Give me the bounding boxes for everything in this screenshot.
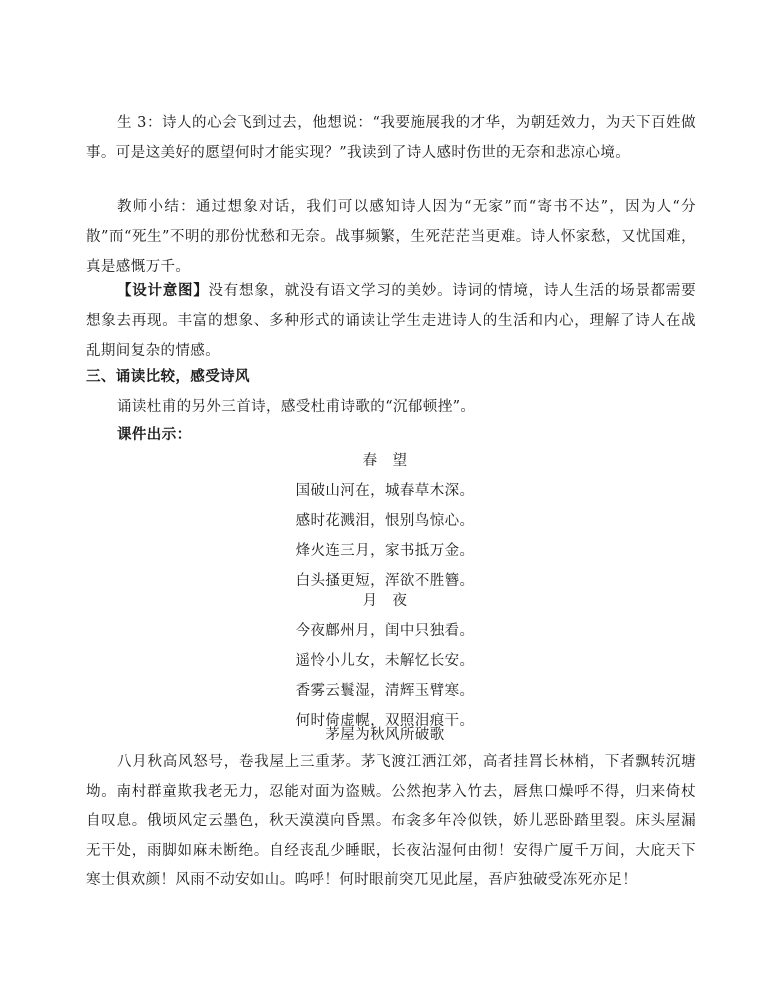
poem-title: 春 望 bbox=[362, 453, 408, 469]
teacher-summary-paragraph: 教师小结：通过想象对话，我们可以感知诗人因为“无家”而“寄书不达”，因为人“分散”而“死生”不明的那份忧愁和无奈。战事频繁，生死茫茫当更难。诗人怀家愁，又忧国难，真是感慨万千。 bbox=[86, 199, 696, 275]
poem-line: 遥怜小儿女，未解忆长安。 bbox=[295, 653, 475, 669]
section-heading: 三、诵读比较，感受诗风 bbox=[86, 368, 250, 385]
student-3-paragraph: 生 3：诗人的心会飞到过去，他想说：“我要施展我的才华，为朝廷效力，为天下百姓做事。可是这美好的愿望何时才能实现？”我读到了诗人感时伤世的无奈和悲凉心境。 bbox=[86, 115, 696, 161]
poem-yueye bbox=[0, 586, 770, 736]
poem-line: 何时倚虚幌，双照泪痕干。 bbox=[295, 713, 475, 729]
poem-line: 香雾云鬟湿，清辉玉臂寒。 bbox=[295, 683, 475, 699]
poem-maowu-text: 八月秋高风怒号，卷我屋上三重茅。茅飞渡江洒江郊，高者挂罥长林梢，下者飘转沉塘坳。南村群童欺我老无力，忍能对面为盗贼。公然抱茅入竹去，唇焦口燥呼不得，归来倚杖自叹息。俄顷风定云墨色，秋天漠漠向昏黑。布衾多年冷似铁，娇儿恶卧踏里裂。床头屋漏无干处，雨脚如麻未断绝。自经丧乱少睡眠，长夜沾湿何由彻！安得广厦千万间，大庇天下寒士俱欢颜！风雨不动安如山。呜呼！何时眼前突兀见此屋，吾庐独破受冻死亦足！ bbox=[86, 754, 696, 888]
poem-title: 月 夜 bbox=[362, 593, 408, 609]
poem-chunwang bbox=[0, 446, 770, 596]
poem-line: 白头搔更短，浑欲不胜簪。 bbox=[295, 573, 475, 589]
poem-line: 国破山河在，城春草木深。 bbox=[295, 483, 475, 499]
design-intent-label: 【设计意图】 bbox=[117, 282, 209, 299]
poem-maowu-title: 茅屋为秋风所破歌 bbox=[325, 727, 445, 743]
section-intro: 诵读杜甫的另外三首诗，感受杜甫诗歌的“沉郁顿挫”。 bbox=[117, 399, 476, 415]
poem-line: 烽火连三月，家书抵万金。 bbox=[295, 543, 475, 559]
courseware-label: 课件出示： bbox=[117, 426, 192, 443]
poem-line: 今夜鄜州月，闺中只独看。 bbox=[295, 623, 475, 639]
design-intent-text: 没有想象，就没有语文学习的美妙。诗词的情境，诗人生活的场景都需要想象去再现。丰富的想象、多种形式的诵读让学生走进诗人的生活和内心，理解了诗人在战乱期间复杂的情感。 bbox=[86, 283, 697, 359]
poem-line: 感时花溅泪，恨别鸟惊心。 bbox=[295, 513, 475, 529]
design-intent-paragraph bbox=[86, 276, 696, 366]
